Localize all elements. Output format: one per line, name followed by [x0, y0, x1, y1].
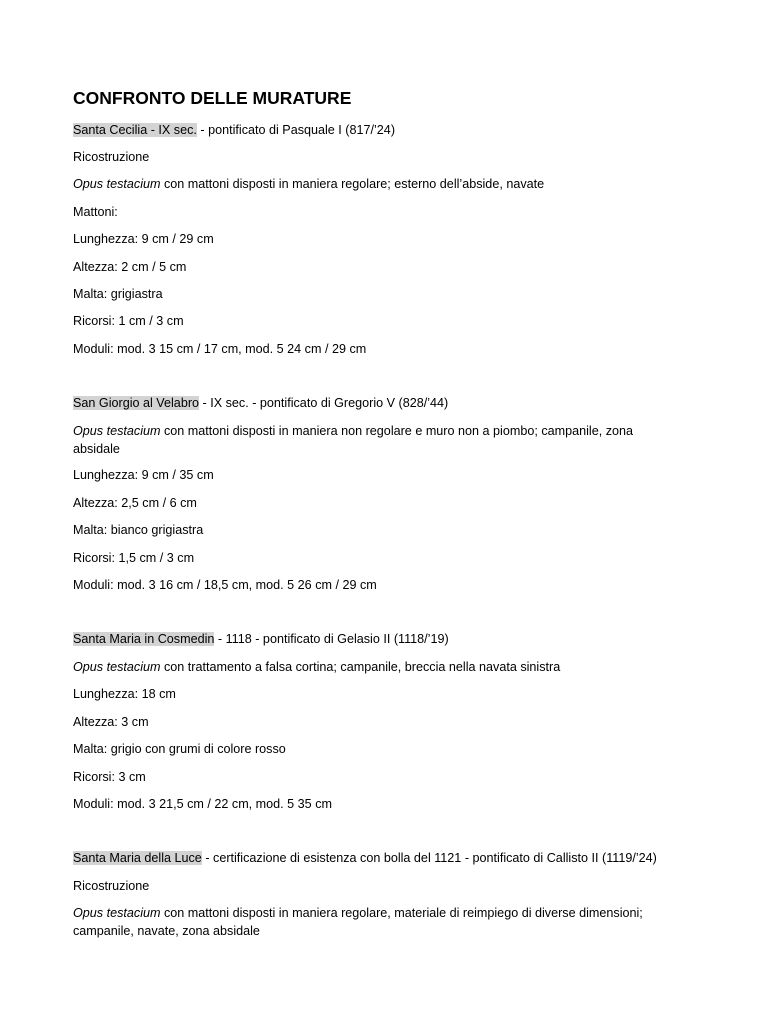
opus-term: Opus testacium	[73, 906, 161, 920]
section-header-santa-cecilia	[73, 121, 395, 139]
opus-term: Opus testacium	[73, 424, 161, 438]
measure-ricorsi: Ricorsi: 1 cm / 3 cm	[73, 314, 184, 328]
section-opus-description	[73, 904, 673, 940]
measure-malta: Malta: grigiastra	[73, 287, 163, 301]
section-note: Ricostruzione	[73, 879, 150, 893]
church-name-highlight: Santa Cecilia - IX sec.	[73, 123, 197, 137]
measure-moduli: Moduli: mod. 3 15 cm / 17 cm, mod. 5 24 cm / 29 cm	[73, 342, 367, 356]
measure-malta: Malta: grigio con grumi di colore rosso	[73, 742, 286, 756]
measure-altezza: Altezza: 2 cm / 5 cm	[73, 260, 187, 274]
church-name-highlight: San Giorgio al Velabro	[73, 396, 200, 410]
section-header-rest: - 1118 - pontificato di Gelasio II (1118/’19)	[214, 632, 449, 646]
section-header-rest: - IX sec. - pontificato di Gregorio V (828/’44)	[199, 396, 449, 410]
section-header-san-giorgio	[73, 394, 448, 412]
bricks-label: Mattoni:	[73, 205, 118, 219]
section-header-rest: - certificazione di esistenza con bolla del 1121 - pontificato di Callisto II (1119/’24)	[201, 851, 657, 865]
section-header-santa-maria-luce	[73, 849, 657, 867]
opus-rest: con trattamento a falsa cortina; campanile, breccia nella navata sinistra	[160, 660, 561, 674]
section-header-santa-maria-cosmedin	[73, 630, 449, 648]
measure-altezza: Altezza: 2,5 cm / 6 cm	[73, 496, 197, 510]
measure-moduli: Moduli: mod. 3 21,5 cm / 22 cm, mod. 5 35 cm	[73, 797, 332, 811]
measure-lunghezza: Lunghezza: 9 cm / 35 cm	[73, 468, 214, 482]
measure-ricorsi: Ricorsi: 1,5 cm / 3 cm	[73, 551, 195, 565]
measure-moduli: Moduli: mod. 3 16 cm / 18,5 cm, mod. 5 26 cm / 29 cm	[73, 578, 377, 592]
section-opus-description	[73, 175, 544, 193]
opus-rest: con mattoni disposti in maniera regolare; esterno dell’abside, navate	[160, 177, 545, 191]
section-opus-description	[73, 422, 673, 458]
measure-altezza: Altezza: 3 cm	[73, 715, 149, 729]
opus-term: Opus testacium	[73, 660, 161, 674]
measure-ricorsi: Ricorsi: 3 cm	[73, 770, 146, 784]
page-title: CONFRONTO DELLE MURATURE	[73, 88, 352, 108]
opus-rest: con mattoni disposti in maniera non regolare e muro non a piombo; campanile, zona absidale	[73, 424, 634, 456]
church-name-highlight: Santa Maria della Luce	[73, 851, 202, 865]
section-header-rest: - pontificato di Pasquale I (817/’24)	[196, 123, 396, 137]
opus-term: Opus testacium	[73, 177, 161, 191]
measure-lunghezza: Lunghezza: 18 cm	[73, 687, 176, 701]
section-note: Ricostruzione	[73, 150, 150, 164]
measure-lunghezza: Lunghezza: 9 cm / 29 cm	[73, 232, 214, 246]
section-opus-description	[73, 658, 560, 676]
opus-rest: con mattoni disposti in maniera regolare, materiale di reimpiego di diverse dimensioni; campanile, navate, zona absidale	[73, 906, 643, 938]
church-name-highlight: Santa Maria in Cosmedin	[73, 632, 215, 646]
measure-malta: Malta: bianco grigiastra	[73, 523, 204, 537]
